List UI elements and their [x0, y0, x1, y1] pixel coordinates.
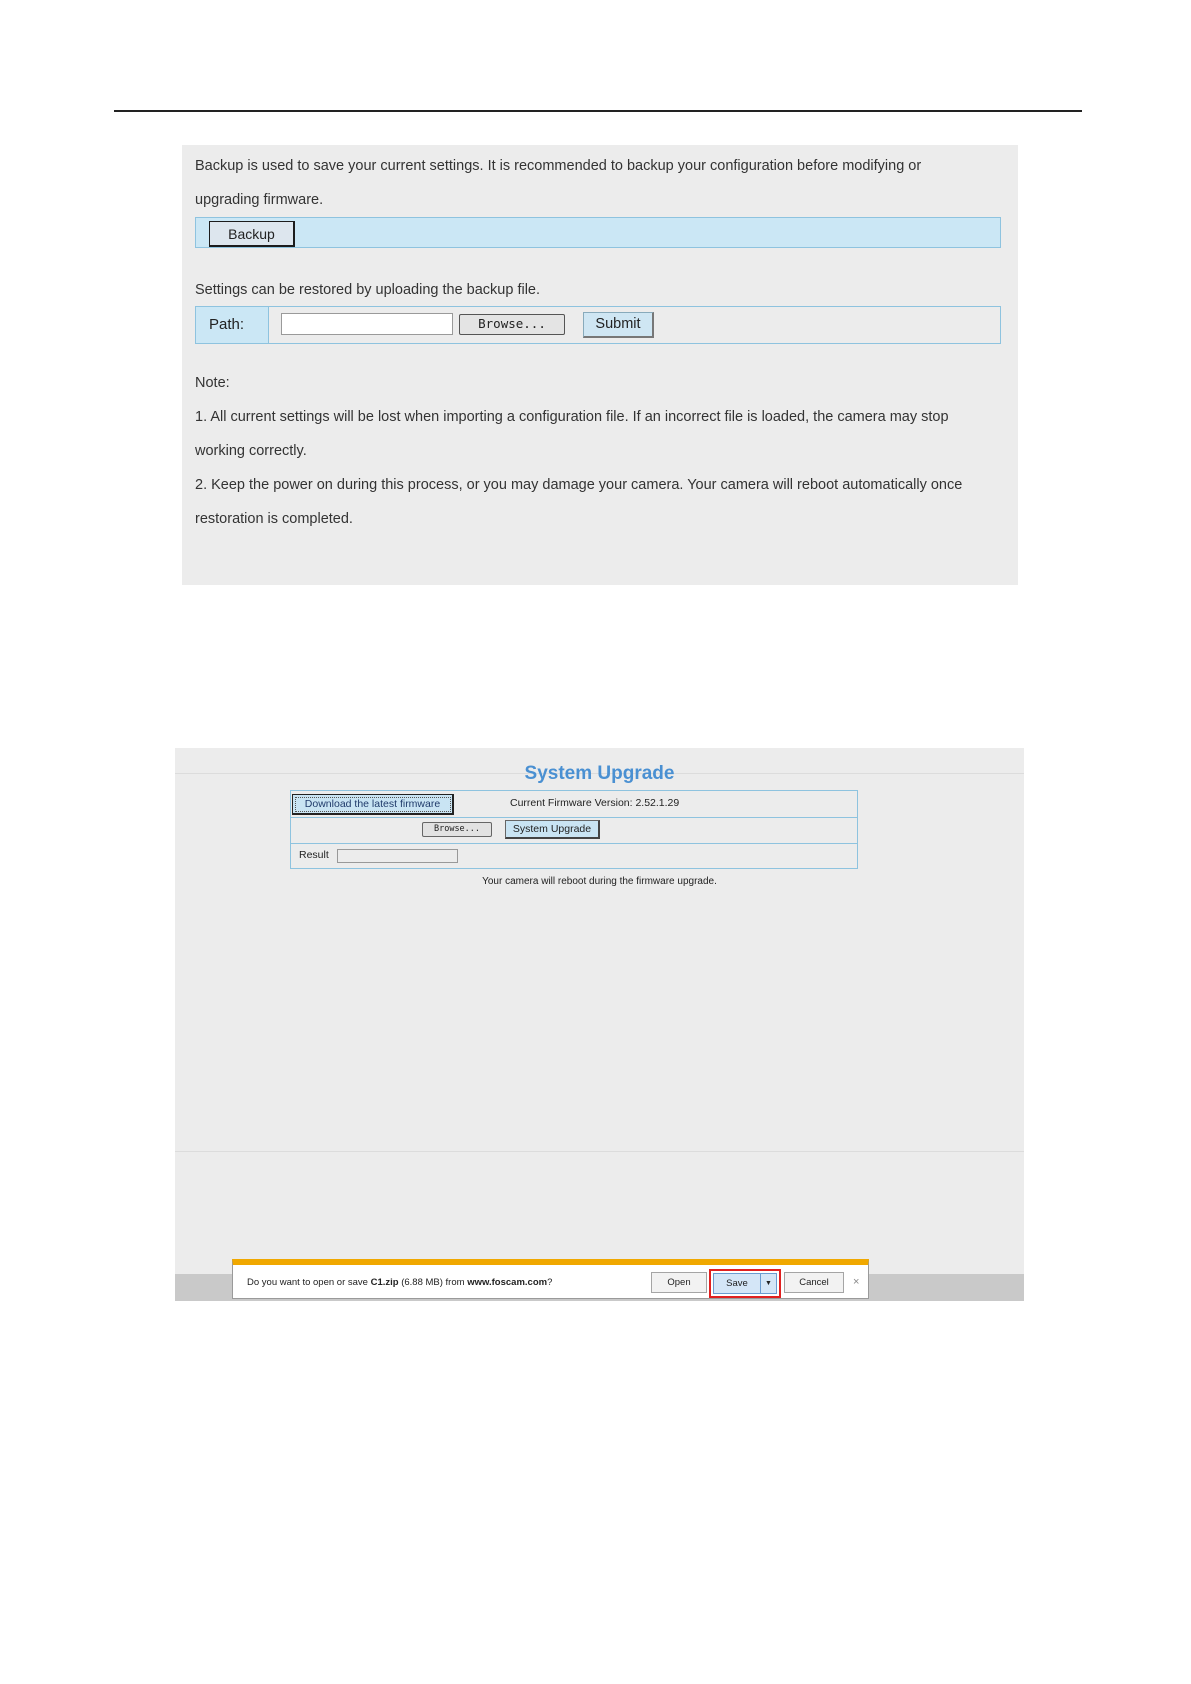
- path-input[interactable]: [281, 313, 453, 335]
- restore-row: [195, 306, 1001, 344]
- header-rule: [114, 110, 1082, 112]
- dropdown-arrow-icon[interactable]: ▼: [760, 1273, 777, 1294]
- note-title: Note:: [195, 375, 230, 391]
- note2-line1: 2. Keep the power on during this process, or you may damage your camera. Your camera will reboot automatically once: [195, 477, 963, 493]
- prompt-start: Do you want to open or save: [247, 1277, 371, 1288]
- download-prompt: [247, 1277, 552, 1288]
- backup-button[interactable]: Backup: [209, 221, 295, 247]
- system-upgrade-panel: [175, 748, 1024, 1301]
- download-notification-bar: [232, 1259, 869, 1299]
- path-label-cell: [196, 307, 269, 343]
- prompt-end: ?: [547, 1277, 553, 1288]
- note1-line2: working correctly.: [195, 443, 307, 459]
- file-size: (6.88 MB) from: [398, 1277, 468, 1288]
- cancel-button[interactable]: Cancel: [784, 1272, 844, 1293]
- reboot-note: Your camera will reboot during the firmware upgrade.: [482, 876, 717, 887]
- path-label: Path:: [209, 316, 245, 333]
- firmware-browse-button[interactable]: Browse...: [422, 822, 492, 837]
- open-button[interactable]: Open: [651, 1272, 707, 1293]
- restore-text: Settings can be restored by uploading the backup file.: [195, 282, 541, 298]
- note1-line1: 1. All current settings will be lost when importing a configuration file. If an incorrect file is loaded, the camera may stop: [195, 409, 949, 425]
- upgrade-file-row: [291, 817, 857, 844]
- save-button[interactable]: Save: [713, 1273, 761, 1294]
- result-label: Result: [299, 849, 329, 861]
- system-upgrade-button[interactable]: System Upgrade: [505, 820, 600, 839]
- result-field: [337, 849, 458, 863]
- upgrade-table: [290, 790, 858, 869]
- file-name: C1.zip: [370, 1277, 399, 1288]
- result-row: [291, 843, 857, 869]
- upgrade-title: System Upgrade: [524, 763, 675, 784]
- browse-button[interactable]: Browse...: [459, 314, 565, 335]
- firmware-row: [291, 791, 857, 818]
- backup-row: [195, 217, 1001, 248]
- backup-intro-line1: Backup is used to save your current settings. It is recommended to backup your configuration before modifying or: [195, 158, 922, 174]
- firmware-version: Current Firmware Version: 2.52.1.29: [510, 797, 680, 809]
- path-input-area: [269, 307, 1000, 343]
- save-highlight: [709, 1269, 781, 1298]
- close-icon[interactable]: ×: [853, 1276, 860, 1288]
- divider-line: [175, 1151, 1024, 1152]
- backup-intro-line2: upgrading firmware.: [195, 192, 324, 208]
- download-firmware-button[interactable]: Download the latest firmware: [292, 794, 454, 815]
- site-name: www.foscam.com: [467, 1277, 548, 1288]
- note2-line2: restoration is completed.: [195, 511, 353, 527]
- backup-restore-panel: [182, 145, 1018, 585]
- submit-button[interactable]: Submit: [583, 312, 654, 338]
